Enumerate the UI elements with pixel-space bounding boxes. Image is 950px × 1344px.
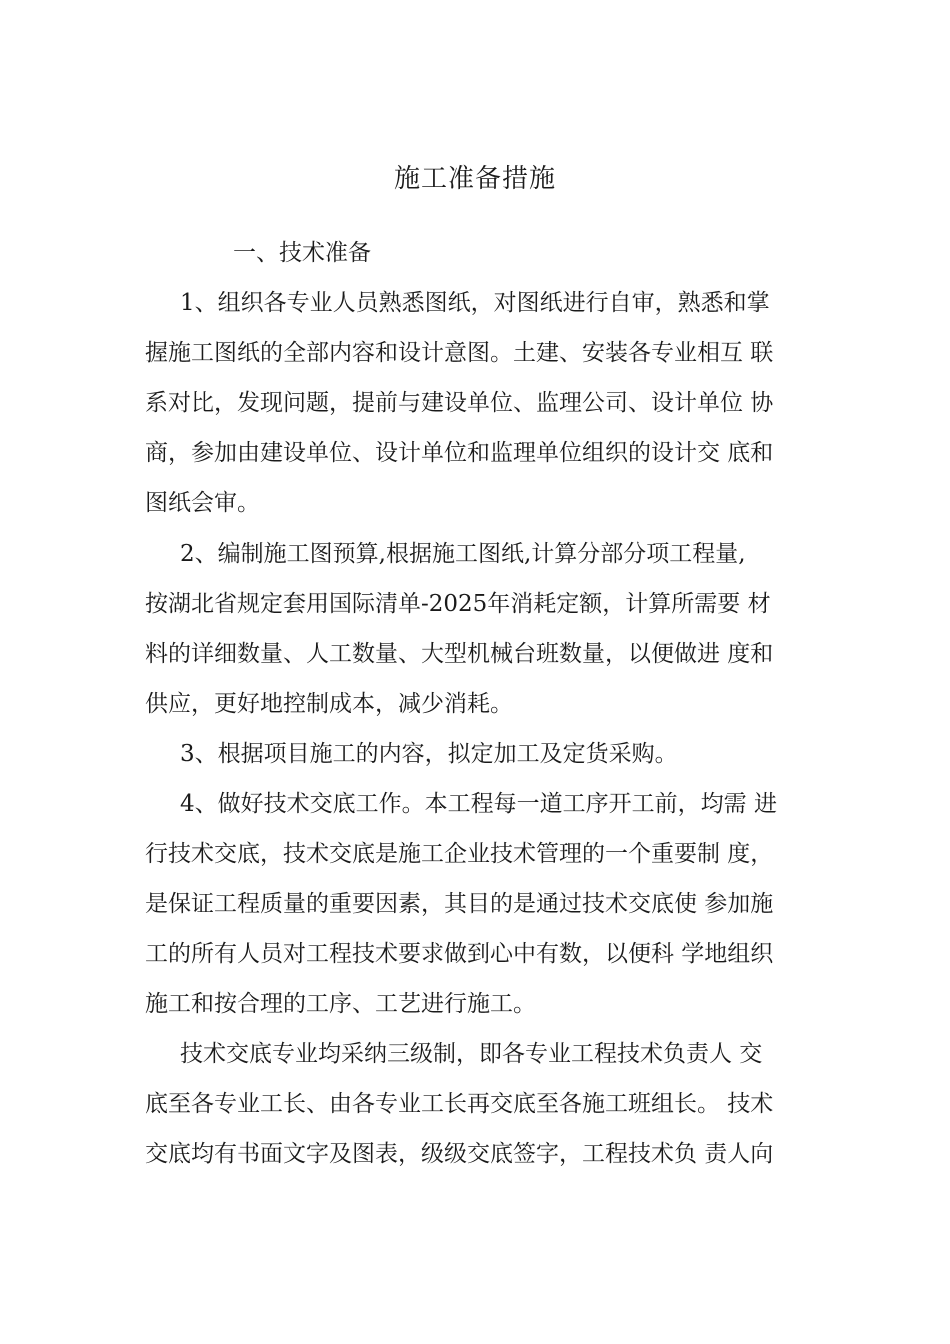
paragraph-line: 商，参加由建设单位、设计单位和监理单位组织的设计交 底和 (145, 440, 774, 466)
paragraph-line: 是保证工程质量的重要因素，其目的是通过技术交底使 参加施 (145, 891, 774, 917)
paragraph-line: 技术交底专业均采纳三级制，即各专业工程技术负责人 交 (180, 1041, 763, 1067)
section-heading: 一、技术准备 (233, 240, 371, 266)
paragraph-line: 3、根据项目施工的内容，拟定加工及定货采购。 (180, 741, 678, 767)
paragraph-line: 底至各专业工长、由各专业工长再交底至各施工班组长。 技术 (145, 1091, 774, 1117)
paragraph-line: 料的详细数量、人工数量、大型机械台班数量，以便做进 度和 (145, 641, 774, 667)
paragraph-line: 系对比，发现问题，提前与建设单位、监理公司、设计单位 协 (145, 390, 774, 416)
paragraph-line: 1、组织各专业人员熟悉图纸，对图纸进行自审，熟悉和掌 (180, 290, 770, 316)
paragraph-line: 供应，更好地控制成本，减少消耗。 (145, 691, 513, 717)
paragraph-line: 交底均有书面文字及图表，级级交底签字，工程技术负 责人向 (145, 1141, 774, 1167)
paragraph-line: 图纸会审。 (145, 490, 260, 516)
paragraph-line: 4、做好技术交底工作。本工程每一道工序开工前，均需 进 (180, 791, 777, 817)
paragraph-line: 行技术交底，技术交底是施工企业技术管理的一个重要制 度， (145, 841, 774, 867)
paragraph-line: 工的所有人员对工程技术要求做到心中有数，以便科 学地组织 (145, 941, 774, 967)
paragraph-line: 施工和按合理的工序、工艺进行施工。 (145, 991, 536, 1017)
page-title: 施工准备措施 (393, 164, 556, 194)
paragraph-line: 握施工图纸的全部内容和设计意图。土建、安装各专业相互 联 (145, 340, 774, 366)
paragraph-line: 2、编制施工图预算,根据施工图纸,计算分部分项工程量, (180, 541, 746, 567)
paragraph-line: 按湖北省规定套用国际清单-2025年消耗定额，计算所需要 材 (145, 591, 771, 617)
